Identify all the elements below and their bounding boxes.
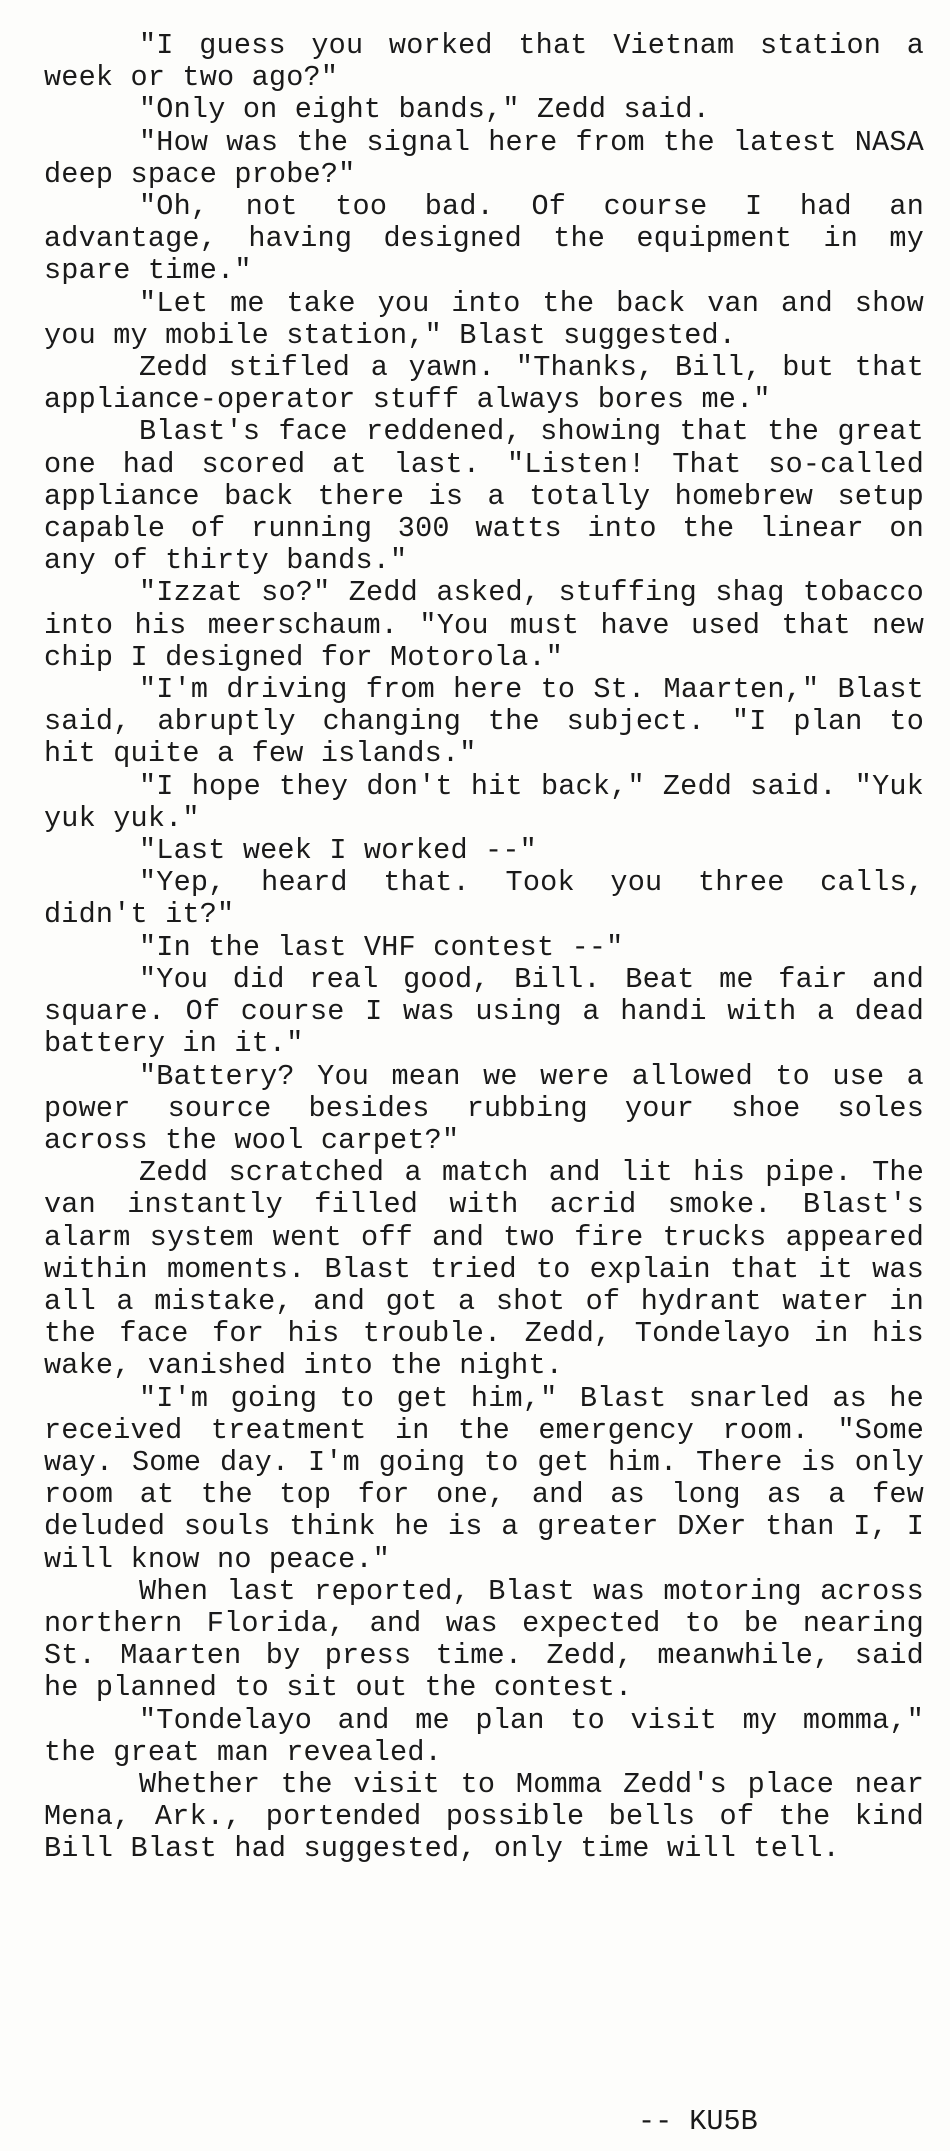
paragraph-20: Whether the visit to Momma Zedd's place near Mena, Ark., portended possible bells of the kind Bill Blast had suggested, only time will tell.	[44, 1767, 924, 1866]
paragraph-19: "Tondelayo and me plan to visit my momma," the great man revealed.	[44, 1703, 924, 1769]
paragraph-13: "In the last VHF contest --"	[139, 930, 624, 964]
paragraph-17: "I'm going to get him," Blast snarled as he received treatment in the emergency room. "Some way. Some day. I'm going to get him. There is only room at the top for one, and as long as a few deluded souls think he is a greater DXer than I, I will know no peace."	[44, 1381, 924, 1576]
paragraph-7: Blast's face reddened, showing that the great one had scored at last. "Listen! That so-called appliance back there is a totally homebrew setup capable of running 300 watts into the linear on any of thirty bands."	[44, 415, 924, 578]
paragraph-15: "Battery? You mean we were allowed to use a power source besides rubbing your shoe soles across the wool carpet?"	[44, 1059, 924, 1157]
paragraph-12: "Yep, heard that. Took you three calls, didn't it?"	[44, 866, 924, 932]
paragraph-16: Zedd scratched a match and lit his pipe. The van instantly filled with acrid smoke. Blast's alarm system went off and two fire trucks appeared within moments. Blast tried to explain that it was all a mistake, and got a shot of hydrant water in the face for his trouble. Zedd, Tondelayo in his wake, vanished into the night.	[44, 1156, 924, 1383]
article-body	[44, 30, 924, 1866]
paragraph-3: "How was the signal here from the latest NASA deep space probe?"	[44, 125, 924, 191]
paragraph-4: "Oh, not too bad. Of course I had an advantage, having designed the equipment in my spare time."	[44, 190, 924, 288]
paragraph-1: "I guess you worked that Vietnam station a week or two ago?"	[44, 29, 924, 95]
paragraph-10: "I hope they don't hit back," Zedd said. "Yuk yuk yuk."	[44, 769, 924, 835]
paragraph-9: "I'm driving from here to St. Maarten," Blast said, abruptly changing the subject. "I plan to hit quite a few islands."	[44, 673, 924, 771]
paragraph-18: When last reported, Blast was motoring across northern Florida, and was expected to be nearing St. Maarten by press time. Zedd, meanwhile, said he planned to sit out the contest.	[44, 1574, 924, 1705]
paragraph-6: Zedd stifled a yawn. "Thanks, Bill, but that appliance-operator stuff always bores me."	[44, 351, 924, 417]
paragraph-14: "You did real good, Bill. Beat me fair and square. Of course I was using a handi with a dead battery in it."	[44, 962, 924, 1061]
paragraph-2: "Only on eight bands," Zedd said.	[139, 93, 710, 127]
paragraph-8: "Izzat so?" Zedd asked, stuffing shag tobacco into his meerschaum. "You must have used that new chip I designed for Motorola."	[44, 576, 924, 674]
paragraph-11: "Last week I worked --"	[139, 834, 537, 868]
author-signature: -- KU5B	[638, 2105, 758, 2138]
paragraph-5: "Let me take you into the back van and show you my mobile station," Blast suggested.	[44, 286, 924, 352]
